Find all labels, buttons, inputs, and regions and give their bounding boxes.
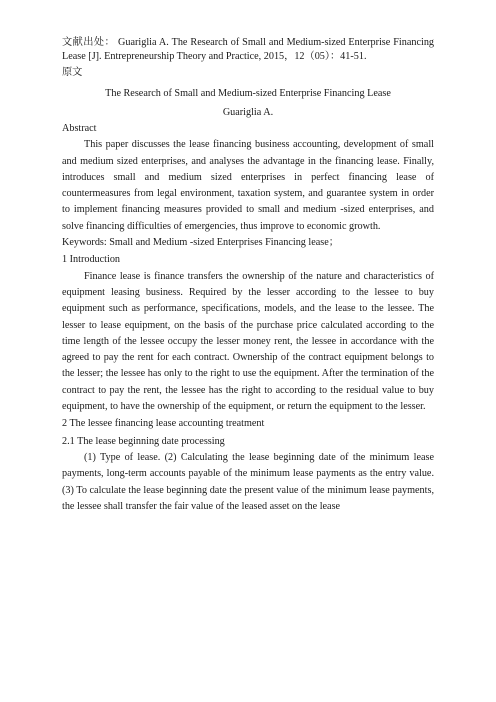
source-citation bbox=[62, 36, 434, 64]
paper-author: Guariglia A. bbox=[222, 107, 274, 118]
abstract-text: This paper discusses the lease financing business accounting, development of small and medium sized enterprises, and analyses the advantage in the financing lease. Finally, introduces small and medium sized enterprises in perfect financing lease of countermeasures from legal environment, taxation system, and guarantee system in order to implement financing measures provided to small and medium -sized enterprises, and solve financing difficulties of emergencies, thus improve to economic growth. bbox=[62, 139, 434, 232]
paper-title: The Research of Small and Medium-sized Enterprise Financing Lease bbox=[105, 88, 391, 99]
section-2-1-heading: 2.1 The lease beginning date processing bbox=[62, 435, 225, 447]
abstract-heading: Abstract bbox=[62, 123, 97, 134]
section-2-heading: 2 The lessee financing lease accounting treatment bbox=[62, 418, 265, 430]
original-text-label: 原文 bbox=[62, 67, 83, 78]
section-1-heading: 1 Introduction bbox=[62, 254, 121, 266]
section-2-1-text: (1) Type of lease. (2) Calculating the lease beginning date of the minimum lease payments, long-term accounts payable of the minimum lease payments as the entry value. (3) To calculate the lease beginning date the present value of the minimum lease payments, the lessee shall transfer the fair value of the leased asset on the lease bbox=[62, 451, 434, 512]
document-page bbox=[62, 36, 434, 515]
keywords: Keywords: Small and Medium -sized Enterprises Financing lease； bbox=[62, 237, 339, 249]
source-label: 文献出处： bbox=[62, 37, 116, 48]
section-1-text: Finance lease is finance transfers the ownership of the nature and characteristics of equipment leasing business. Required by the lesser according to the lessee to buy equipment such as performance, specifications, models, and the lease to the lessee. The lesser to lease equipment, on the basis of the purchase price calculated according to the time length of the lessee occupy the lesser money rent, the lessee in accordance with the agreed to pay the rent for each contract. Ownership of the contract equipment belongs to the lesser; the lessee has only to the right to use the equipment. After the termination of the contract to pay the rent, the lessee has the right to according to the residual value to buy equipment, to have the ownership of the equipment, or return the equipment to the lesser. bbox=[62, 270, 434, 413]
citation-text: Guariglia A. The Research of Small and Medium-sized Enterprise Financing Lease [J]. Entrepreneurship Theory and Practice, 2015，12（05）：41-51. bbox=[62, 37, 435, 62]
